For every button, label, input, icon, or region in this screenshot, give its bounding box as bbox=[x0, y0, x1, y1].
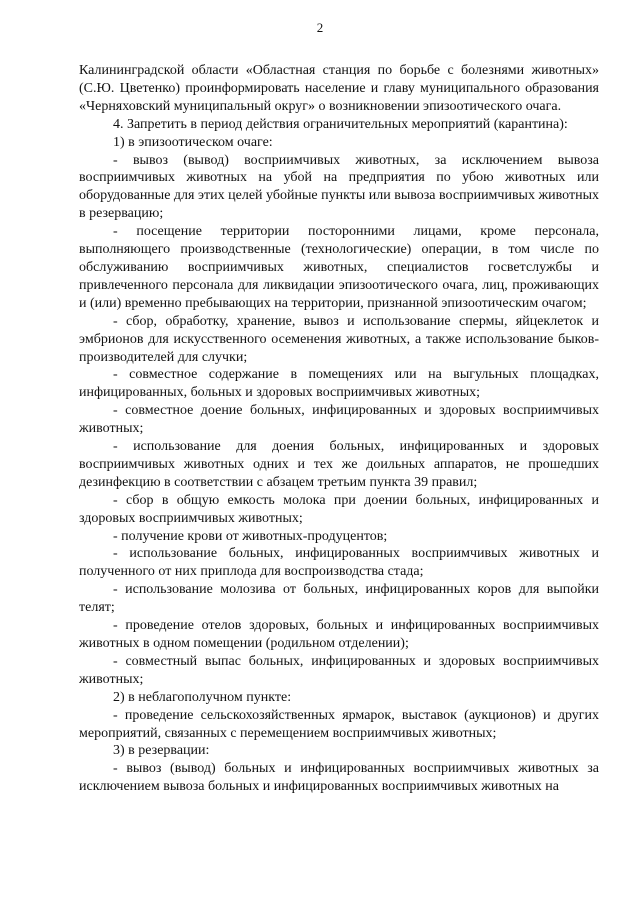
paragraph: Калининградской области «Областная станция по борьбе с болезнями животных» (С.Ю. Цветенко) проинформировать население и главу муниципального образования «Черняховский муниципальный округ» о возникновении эпизоотического очага. bbox=[79, 63, 599, 114]
paragraph: - вывоз (вывод) восприимчивых животных, за исключением вывоза восприимчивых животных на убой на предприятия по убою животных или оборудованные для этих целей убойные пункты или вывоза восприимчивых животных в резервацию; bbox=[79, 152, 599, 222]
paragraph: - использование для доения больных, инфицированных и здоровых восприимчивых животных одних и тех же доильных аппаратов, не прошедших дезинфекцию в соответствии с абзацем третьим пункта 39 правил; bbox=[79, 439, 599, 490]
paragraph: 2) в неблагополучном пункте: bbox=[113, 689, 292, 705]
paragraph: - совместный выпас больных, инфицированных и здоровых восприимчивых животных; bbox=[79, 653, 599, 687]
page-number: 2 bbox=[316, 20, 324, 35]
paragraph: - совместное доение больных, инфицированных и здоровых восприимчивых животных; bbox=[79, 403, 599, 437]
paragraph: - совместное содержание в помещениях или на выгульных площадках, инфицированных, больных и здоровых восприимчивых животных; bbox=[79, 367, 599, 401]
paragraph: - посещение территории посторонними лицами, кроме персонала, выполняющего производственные (технологические) операции, в том числе по обслуживанию восприимчивых животных, специалистов госветслужбы и привлеченного персонала для ликвидации эпизоотического очага, лиц, проживающих и (или) временно пребывающих на территории, признанной эпизоотическим очагом; bbox=[79, 224, 599, 311]
paragraph: - использование больных, инфицированных восприимчивых животных и полученного от них приплода для воспроизводства стада; bbox=[79, 546, 599, 580]
paragraph: 1) в эпизоотическом очаге: bbox=[113, 134, 273, 150]
paragraph: - использование молозива от больных, инфицированных коров для выпойки телят; bbox=[79, 582, 599, 616]
paragraph: - сбор, обработку, хранение, вывоз и использование спермы, яйцеклеток и эмбрионов для искусственного осеменения животных, а также использование быков-производителей для случки; bbox=[79, 313, 599, 365]
paragraph: - проведение сельскохозяйственных ярмарок, выставок (аукционов) и других мероприятий, связанных с перемещением восприимчивых животных; bbox=[79, 707, 599, 741]
paragraph: - проведение отелов здоровых, больных и инфицированных восприимчивых животных в одном помещении (родильном отделении); bbox=[79, 618, 599, 651]
paragraph: 4. Запретить в период действия ограничительных мероприятий (карантина): bbox=[113, 116, 568, 132]
paragraph: 3) в резервации: bbox=[113, 743, 210, 759]
paragraph: - получение крови от животных-продуцентов; bbox=[113, 528, 388, 544]
paragraph: - вывоз (вывод) больных и инфицированных восприимчивых животных за исключением вывоза больных и инфицированных восприимчивых животных на bbox=[79, 761, 599, 795]
document-body bbox=[79, 62, 599, 796]
paragraph: - сбор в общую емкость молока при доении больных, инфицированных и здоровых восприимчивых животных; bbox=[79, 492, 599, 526]
